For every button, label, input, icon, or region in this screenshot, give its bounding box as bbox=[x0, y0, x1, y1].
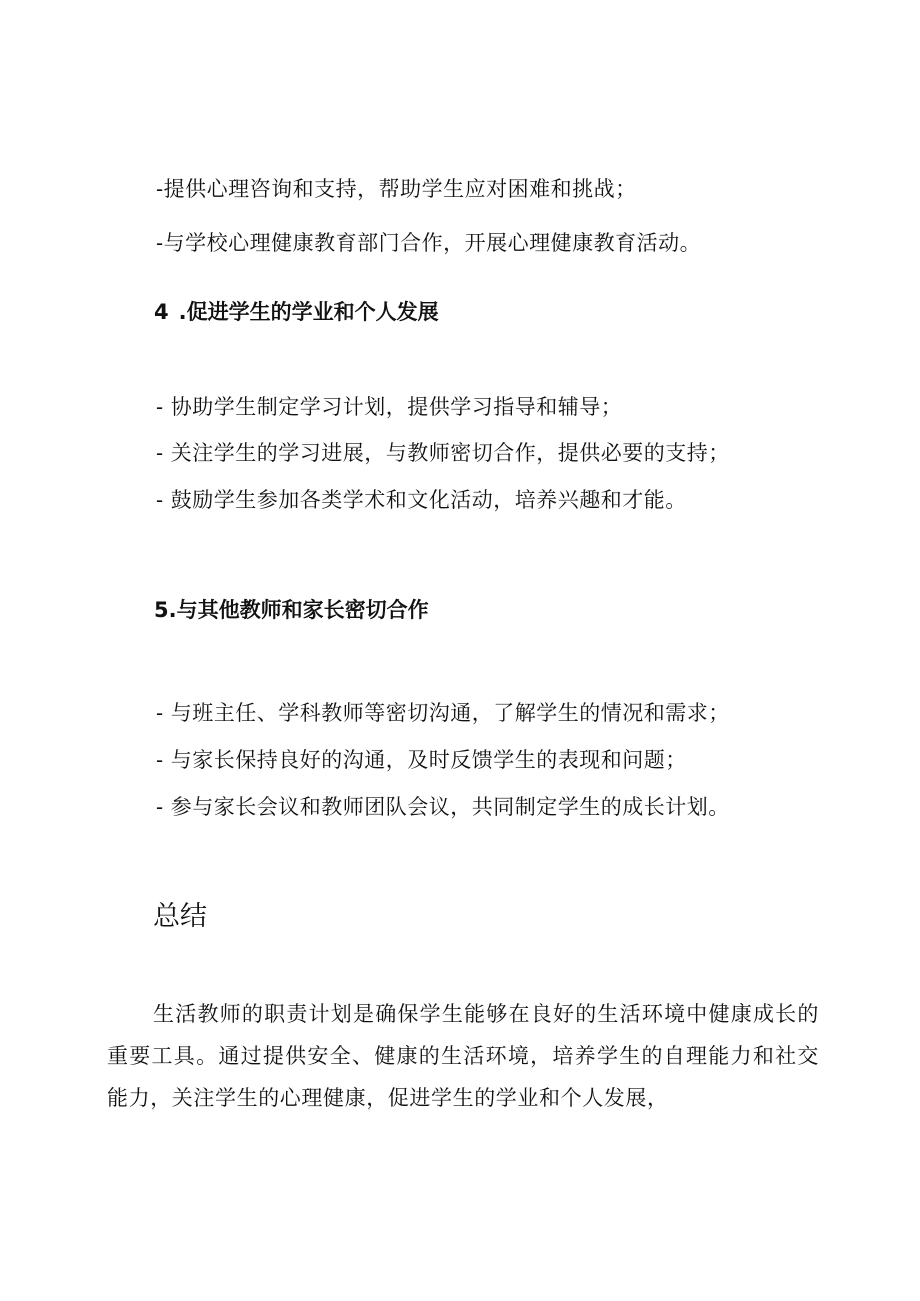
summary-paragraph: 生活教师的职责计划是确保学生能够在良好的生活环境中健康成长的重要工具。通过提供安全、健康的生活环境，培养学生的自理能力和社交能力，关注学生的心理健康，促进学生的学业和个人发展， bbox=[107, 1002, 819, 1110]
section-number: 4 bbox=[154, 300, 169, 324]
list-item: - 与班主任、学科教师等密切沟通，了解学生的情况和需求； bbox=[156, 701, 730, 725]
section-heading-text: .促进学生的学业和个人发展 bbox=[178, 300, 439, 324]
section-heading-4 bbox=[154, 298, 439, 326]
section-heading-5: 5.与其他教师和家长密切合作 bbox=[154, 598, 429, 622]
list-item: - 参与家长会议和教师团队会议，共同制定学生的成长计划。 bbox=[156, 795, 730, 819]
summary-title: 总结 bbox=[153, 901, 207, 932]
list-item: - 鼓励学生参加各类学术和文化活动，培养兴趣和才能。 bbox=[156, 488, 687, 512]
list-item: - 与家长保持良好的沟通，及时反馈学生的表现和问题； bbox=[156, 748, 687, 772]
list-item: - 协助学生制定学习计划，提供学习指导和辅导； bbox=[156, 395, 623, 419]
list-item: -提供心理咨询和支持，帮助学生应对困难和挑战； bbox=[156, 177, 637, 201]
list-item: - 关注学生的学习进展，与教师密切合作，提供必要的支持； bbox=[156, 441, 730, 465]
list-item: -与学校心理健康教育部门合作，开展心理健康教育活动。 bbox=[156, 231, 702, 255]
